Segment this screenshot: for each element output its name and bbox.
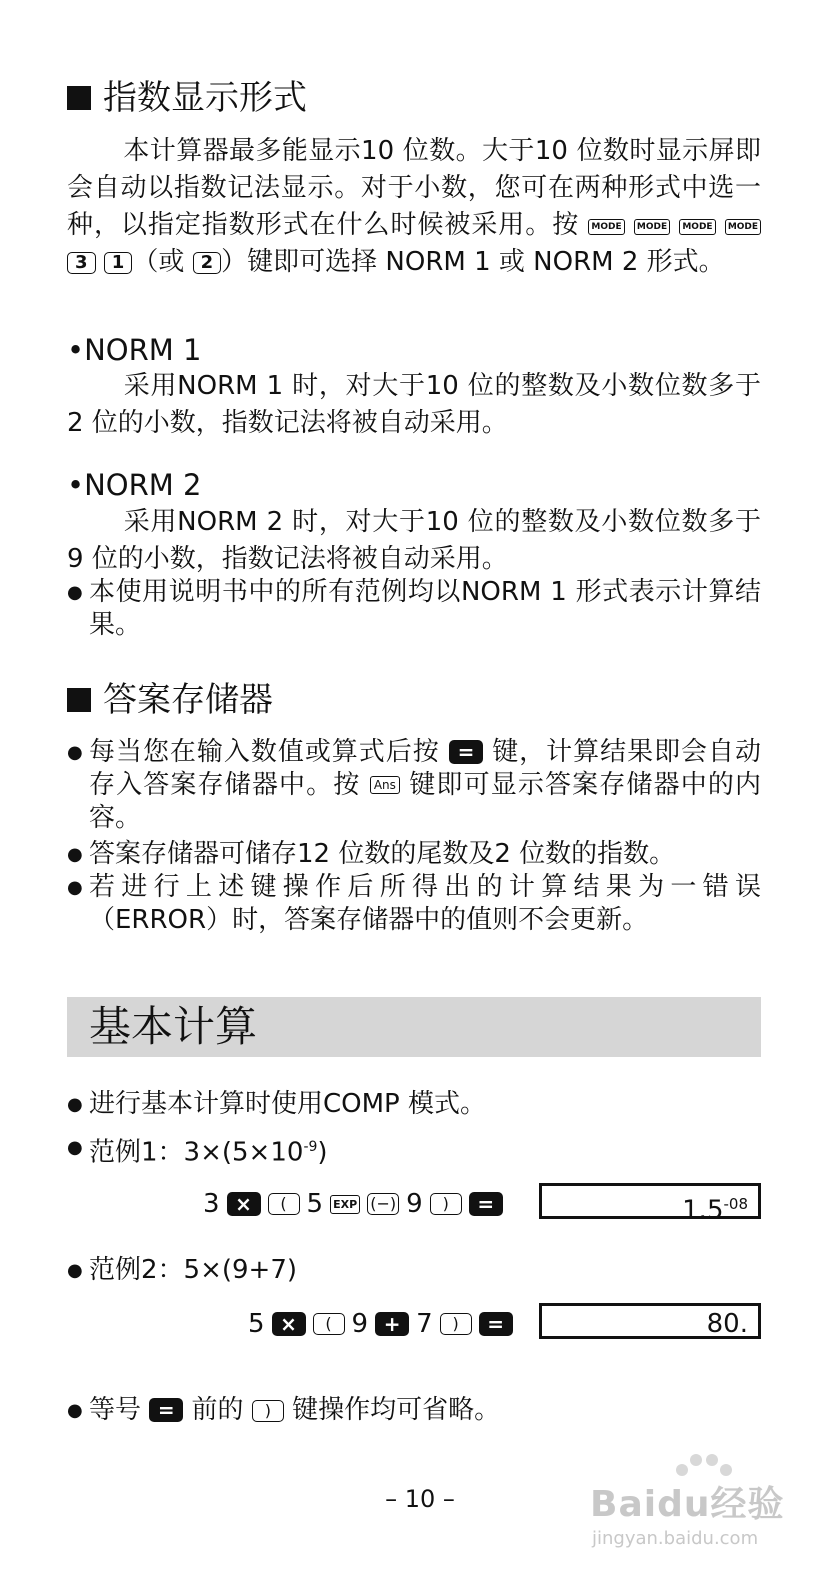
ans-key-icon: Ans — [370, 776, 400, 794]
example-2-label — [67, 1254, 761, 1287]
norm-note-text: 本使用说明书中的所有范例均以NORM 1 形式表示计算结果。 — [89, 577, 761, 640]
answer-bullet-2 — [67, 838, 761, 871]
example-2-label-text: 范例2：5×(9+7) — [89, 1255, 298, 1285]
digit-9: 9 — [351, 1309, 369, 1339]
digit-9: 9 — [406, 1189, 423, 1219]
bullet-dot-icon: ● — [67, 1260, 83, 1281]
digit-7: 7 — [416, 1309, 433, 1339]
basic-bullet-1-text: 进行基本计算时使用COMP 模式。 — [89, 1089, 486, 1119]
example-1-label — [67, 1131, 761, 1170]
equals-key-icon: = — [469, 1192, 503, 1216]
page-number: – 10 – — [385, 1485, 455, 1513]
right-paren-key-icon: ) — [430, 1193, 462, 1215]
times-key-icon: × — [227, 1192, 261, 1216]
section-title-text: 指数显示形式 — [103, 78, 307, 118]
left-paren-key-icon: ( — [268, 1193, 300, 1215]
answer-bullet-2-text: 答案存储器可储存12 位数的尾数及2 位数的指数。 — [89, 839, 676, 869]
mode-key-icon: MODE — [725, 219, 761, 235]
norm2-text: 采用NORM 2 时，对大于10 位的整数及小数位数多于9 位的小数，指数记法将被自动采用。 — [67, 507, 761, 574]
digit-3: 3 — [203, 1189, 220, 1219]
bullet-dot-icon: ● — [67, 582, 83, 603]
example-2-keys — [248, 1306, 513, 1342]
bullet-dot-icon: • — [67, 468, 85, 502]
bullet-dot-icon: ● — [67, 742, 83, 763]
example-1-display — [539, 1183, 761, 1226]
right-paren-key-icon: ) — [440, 1313, 472, 1335]
exponent-text-end: ）键即可选择 NORM 1 或 NORM 2 形式。 — [221, 247, 725, 277]
equals-key-icon: = — [449, 740, 483, 764]
exponent-text: 本计算器最多能显示10 位数。大于10 位数时显示屏即会自动以指数记法显示。对于小数，您可在两种形式中选一种，以指定指数形式在什么时候被采用。按 — [67, 136, 761, 240]
banner-title: 基本计算 — [89, 1002, 258, 1051]
bullet-dot-icon: • — [67, 333, 85, 367]
b3-c: 键操作均可省略。 — [292, 1395, 501, 1425]
section-title-text: 答案存储器 — [103, 680, 273, 720]
ex2-result: 80. — [706, 1309, 748, 1339]
example-2-display — [539, 1303, 761, 1339]
or-text: （或 — [132, 247, 185, 277]
example-1-keys — [203, 1186, 503, 1222]
norm-note-item — [67, 576, 761, 642]
mode-key-icon: MODE — [588, 219, 624, 235]
key-3-icon: 3 — [67, 252, 96, 274]
answer-b1-b: 键，计算结果即会自动存入答案存储器中。按 — [89, 737, 761, 800]
answer-bullet-1-text — [89, 736, 761, 835]
baidu-watermark — [590, 1448, 830, 1568]
answer-bullet-3-text: 若进行上述键操作后所得出的计算结果为一错误（ERROR）时，答案存储器中的值则不会更新。 — [89, 872, 761, 935]
answer-b1-c: 键即可显示答案存储器中的内容。 — [89, 770, 761, 833]
square-bullet-icon — [67, 86, 91, 110]
left-paren-key-icon: ( — [313, 1313, 345, 1335]
watermark-brand: Baidu经验 — [590, 1484, 785, 1525]
basic-bullet-1 — [67, 1088, 761, 1121]
digit-5: 5 — [306, 1189, 324, 1219]
ex1-result: 1.5 — [682, 1195, 724, 1226]
example-1-label-text — [89, 1131, 761, 1170]
watermark-url: jingyan.baidu.com — [592, 1528, 759, 1549]
section-banner-basic — [67, 997, 761, 1057]
negative-key-icon: (−) — [367, 1193, 399, 1215]
bullet-dot-icon: ● — [67, 844, 83, 865]
section-title-exponent — [67, 78, 307, 118]
ex1-result-exp: -08 — [723, 1195, 748, 1213]
digit-5: 5 — [248, 1309, 265, 1339]
key-2-icon: 2 — [193, 252, 222, 274]
bullet-dot-icon: ● — [67, 1137, 83, 1158]
answer-bullet-1 — [67, 736, 761, 835]
bullet-dot-icon: ● — [67, 877, 83, 898]
key-1-icon: 1 — [104, 252, 133, 274]
right-paren-key-icon: ) — [252, 1400, 284, 1422]
plus-key-icon: + — [375, 1312, 409, 1336]
b3-a: 等号 — [89, 1395, 142, 1425]
answer-bullet-3 — [67, 871, 761, 937]
mode-key-icon: MODE — [634, 219, 670, 235]
norm1-paragraph — [67, 368, 761, 442]
ex1-exp: -9 — [303, 1139, 318, 1155]
answer-b1-a: 每当您在输入数值或算式后按 — [89, 737, 440, 767]
exp-key-icon: EXP — [330, 1195, 360, 1214]
exponent-paragraph — [67, 133, 761, 281]
equals-key-icon: = — [479, 1312, 513, 1336]
times-key-icon: × — [272, 1312, 306, 1336]
mode-key-icon: MODE — [679, 219, 715, 235]
bullet-dot-icon: ● — [67, 1400, 83, 1421]
equals-key-icon: = — [149, 1398, 183, 1422]
basic-bullet-3-text — [89, 1394, 761, 1427]
bullet-dot-icon: ● — [67, 1094, 83, 1115]
norm2-title: NORM 2 — [84, 468, 202, 502]
norm2-heading — [67, 467, 201, 503]
norm1-text: 采用NORM 1 时，对大于10 位的整数及小数位数多于2 位的小数，指数记法将被自动采用。 — [67, 371, 761, 438]
b3-b: 前的 — [191, 1395, 244, 1425]
norm2-paragraph — [67, 504, 761, 578]
norm1-heading — [67, 332, 201, 368]
section-title-answer-memory — [67, 680, 273, 720]
basic-bullet-3 — [67, 1394, 761, 1427]
ex1-close: ) — [317, 1137, 328, 1168]
ex1-label: 范例1：3×(5×10 — [89, 1137, 304, 1168]
norm1-title: NORM 1 — [84, 333, 202, 367]
square-bullet-icon — [67, 688, 91, 712]
